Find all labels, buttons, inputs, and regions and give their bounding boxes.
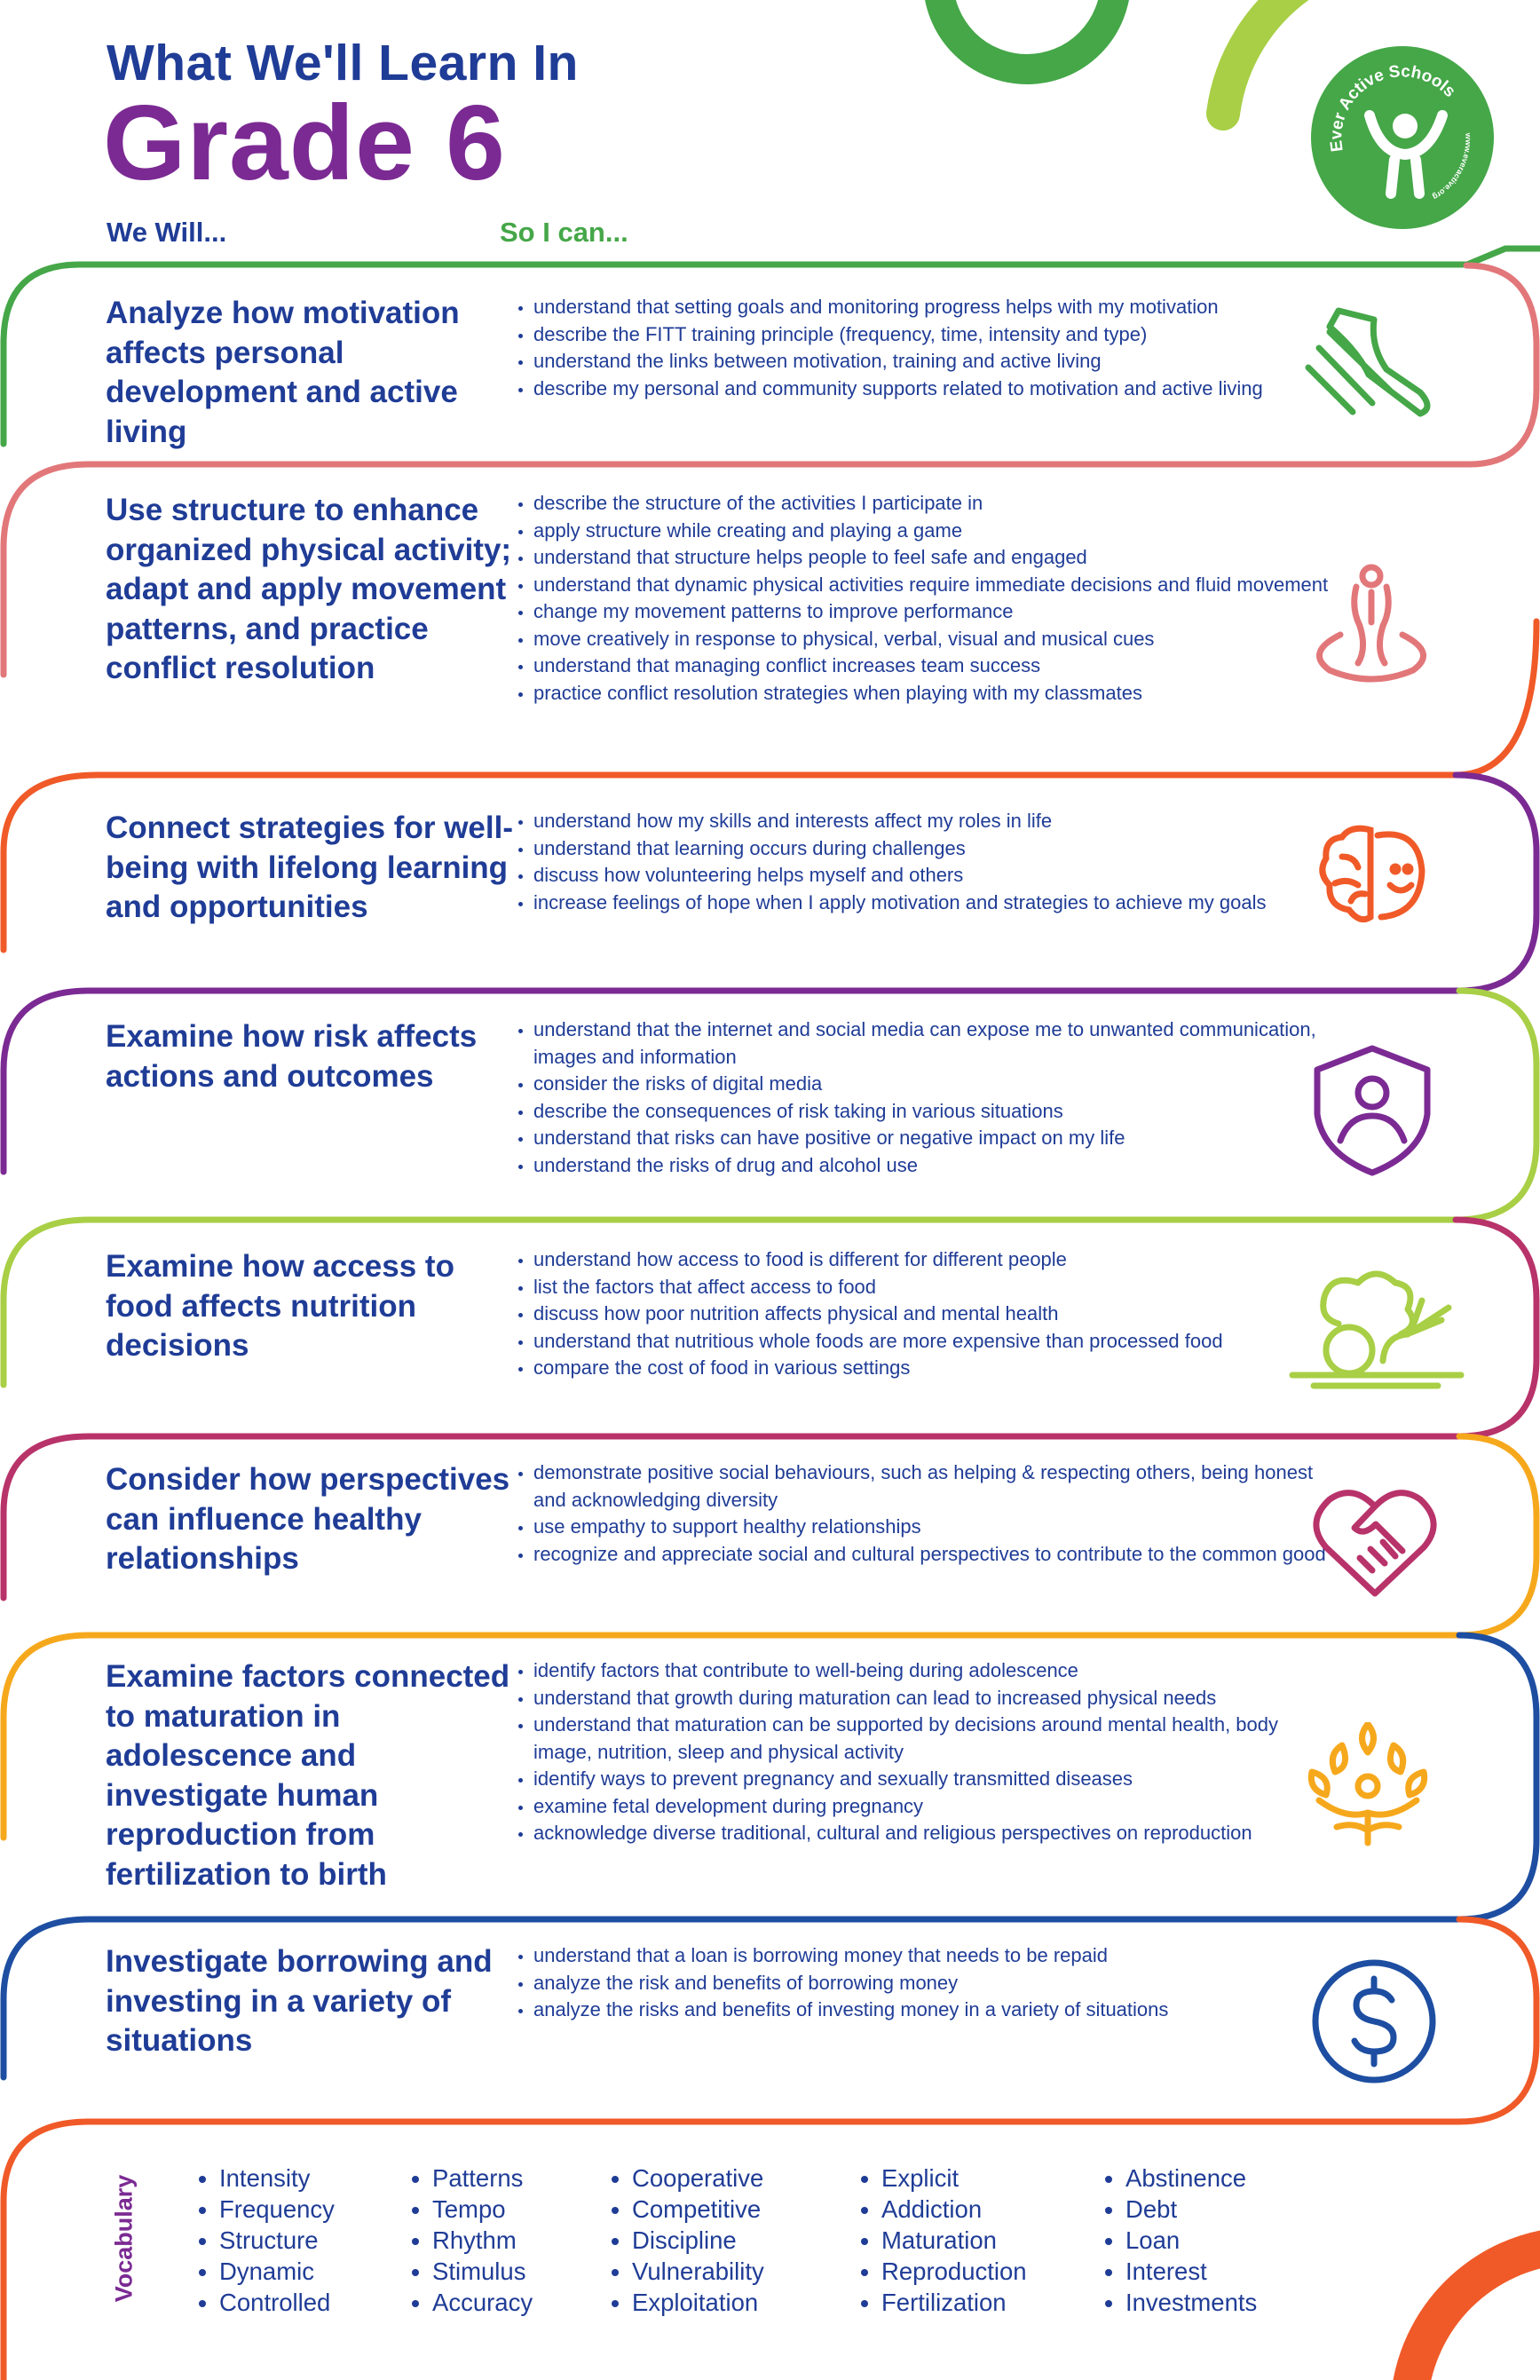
list-item: • understand that structure helps people to feel safe and engaged [533, 544, 1332, 572]
list-item: • Frequency [219, 2194, 335, 2225]
dollar-coin-icon [1310, 1957, 1438, 2090]
list-item: • Patterns [432, 2163, 533, 2194]
list-item: • Explicit [881, 2163, 1027, 2194]
list-item: • describe my personal and community supports related to motivation and active living [533, 376, 1332, 403]
list-item: • understand that growth during maturation can lead to increased physical needs [533, 1685, 1332, 1712]
list-item: • Competitive [632, 2194, 764, 2225]
vocabulary-column-1 [196, 2163, 335, 2318]
column-heading-so-i-can: So I can... [500, 217, 628, 248]
section-7-heading: Examine factors connected to maturation in adolescence and investigate human reproduction from fertilization to birth [106, 1659, 510, 1892]
column-heading-we-will: We Will... [107, 217, 227, 248]
list-item: • understand that managing conflict increases team success [533, 652, 1332, 680]
list-item: • examine fetal development during pregnancy [533, 1793, 1332, 1821]
list-item: • understand that dynamic physical activities require immediate decisions and fluid movement [533, 572, 1332, 599]
list-item: • Cooperative [632, 2163, 764, 2194]
section-7-list [513, 1657, 1332, 1847]
vocabulary-column-3 [609, 2163, 764, 2318]
list-item: • acknowledge diverse traditional, cultural and religious perspectives on reproduction [533, 1820, 1332, 1847]
list-item: • Loan [1125, 2225, 1257, 2256]
section-2-list [513, 490, 1332, 707]
section-5-list [513, 1246, 1332, 1382]
list-item: • Controlled [219, 2287, 335, 2318]
list-item: • compare the cost of food in various settings [533, 1355, 1332, 1382]
list-item: • use empathy to support healthy relationships [533, 1514, 1332, 1541]
list-item: • Fertilization [881, 2287, 1027, 2318]
section-6-heading: Consider how perspectives can influence healthy relationships [106, 1462, 510, 1576]
vocabulary-column-4 [858, 2163, 1027, 2318]
list-item: • discuss how poor nutrition affects physical and mental health [533, 1301, 1332, 1328]
section-3-list [513, 808, 1332, 916]
list-item: • consider the risks of digital media [533, 1071, 1332, 1098]
title-line1: What We'll Learn In [107, 35, 579, 91]
vegetables-icon [1287, 1265, 1465, 1394]
list-item: • move creatively in response to physical, verbal, visual and musical cues [533, 626, 1332, 653]
list-item: • describe the consequences of risk taking in various situations [533, 1098, 1332, 1126]
person-in-hoop-icon [1305, 564, 1438, 692]
section-1-heading: Analyze how motivation affects personal development and active living [106, 296, 460, 449]
list-item: • understand that learning occurs during challenges [533, 835, 1332, 863]
shield-person-icon [1310, 1043, 1434, 1181]
list-item: • Tempo [432, 2194, 533, 2225]
list-item: • change my movement patterns to improve performance [533, 598, 1332, 626]
list-item: • discuss how volunteering helps myself and others [533, 862, 1332, 890]
list-item: • understand that maturation can be supported by decisions around mental health, body image, nutrition, sleep and physical activity [533, 1712, 1332, 1766]
list-item: • understand how access to food is different for different people [533, 1246, 1332, 1274]
list-item: • Rhythm [432, 2225, 533, 2256]
list-item: • recognize and appreciate social and cultural perspectives to contribute to the common good [533, 1541, 1332, 1569]
vocabulary-column-2 [409, 2163, 533, 2318]
list-item: • Stimulus [432, 2256, 533, 2287]
list-item: • Dynamic [219, 2256, 335, 2287]
list-item: • Structure [219, 2225, 335, 2256]
decor-ring-green [938, 0, 1116, 69]
list-item: • increase feelings of hope when I apply motivation and strategies to achieve my goals [533, 890, 1332, 917]
list-item: • Abstinence [1125, 2163, 1257, 2194]
list-item: • analyze the risks and benefits of investing money in a variety of situations [533, 1997, 1332, 2024]
vocabulary-column-5 [1102, 2163, 1257, 2318]
list-item: • Discipline [632, 2225, 764, 2256]
list-item: • Addiction [881, 2194, 1027, 2225]
section-4-list [513, 1016, 1332, 1179]
list-item: • Exploitation [632, 2287, 764, 2318]
list-item: • understand the links between motivation, training and active living [533, 348, 1332, 376]
brain-icon [1315, 821, 1431, 932]
section-8-list [513, 1942, 1332, 2024]
list-item: • list the factors that affect access to food [533, 1274, 1332, 1301]
logo-text: Ever Active Schools [1327, 62, 1459, 154]
list-item: • Vulnerability [632, 2256, 764, 2287]
section-8-heading: Investigate borrowing and investing in a variety of situations [106, 1944, 493, 2058]
list-item: • understand that a loan is borrowing money that needs to be repaid [533, 1942, 1332, 1970]
list-item: • identify factors that contribute to well-being during adolescence [533, 1657, 1332, 1685]
decor-arc-lime [1223, 0, 1305, 114]
section-4-heading: Examine how risk affects actions and outcomes [106, 1019, 478, 1094]
list-item: • Interest [1125, 2256, 1257, 2287]
section-6-list [513, 1459, 1332, 1568]
list-item: • identify ways to prevent pregnancy and sexually transmitted diseases [533, 1766, 1332, 1793]
list-item: • Accuracy [432, 2287, 533, 2318]
section-5-heading: Examine how access to food affects nutrition decisions [106, 1249, 454, 1363]
ever-active-logo [1309, 44, 1496, 231]
list-item: • Intensity [219, 2163, 335, 2194]
list-item: • describe the structure of the activities I participate in [533, 490, 1332, 518]
list-item: • apply structure while creating and playing a game [533, 518, 1332, 545]
section-3-heading: Connect strategies for well-being with lifelong learning and opportunities [106, 810, 513, 924]
list-item: • Debt [1125, 2194, 1257, 2225]
list-item: • demonstrate positive social behaviours, such as helping & respecting others, being honest and acknowledging diversity [533, 1459, 1332, 1514]
list-item: • describe the FITT training principle (frequency, time, intensity and type) [533, 321, 1332, 349]
running-shoe-icon [1303, 293, 1436, 431]
list-item: • understand the risks of drug and alcohol use [533, 1152, 1332, 1180]
list-item: • understand that setting goals and monitoring progress helps with my motivation [533, 294, 1332, 321]
list-item: • understand that the internet and social media can expose me to unwanted communication, images and information [533, 1016, 1332, 1071]
list-item: • practice conflict resolution strategies when playing with my classmates [533, 680, 1332, 708]
list-item: • analyze the risk and benefits of borrowing money [533, 1970, 1332, 1997]
section-2-heading: Use structure to enhance organized physical activity; adapt and apply movement patterns, and practice conflict resolution [106, 493, 512, 685]
list-item: • Reproduction [881, 2256, 1027, 2287]
list-item: • understand how my skills and interests affect my roles in life [533, 808, 1332, 835]
logo-url: www.everactive.org [1431, 132, 1473, 202]
list-item: • understand that nutritious whole foods are more expensive than processed food [533, 1328, 1332, 1356]
section-1-list [513, 294, 1332, 402]
list-item: • Maturation [881, 2225, 1027, 2256]
list-item: • Investments [1125, 2287, 1257, 2318]
title-grade: Grade 6 [103, 83, 506, 202]
list-item: • understand that risks can have positive or negative impact on my life [533, 1125, 1332, 1152]
vocabulary-title: Vocabulary [110, 2174, 138, 2303]
decor-arc-orange [1410, 2246, 1540, 2380]
growing-plant-person-icon [1301, 1722, 1434, 1851]
heart-handshake-icon [1310, 1487, 1440, 1607]
